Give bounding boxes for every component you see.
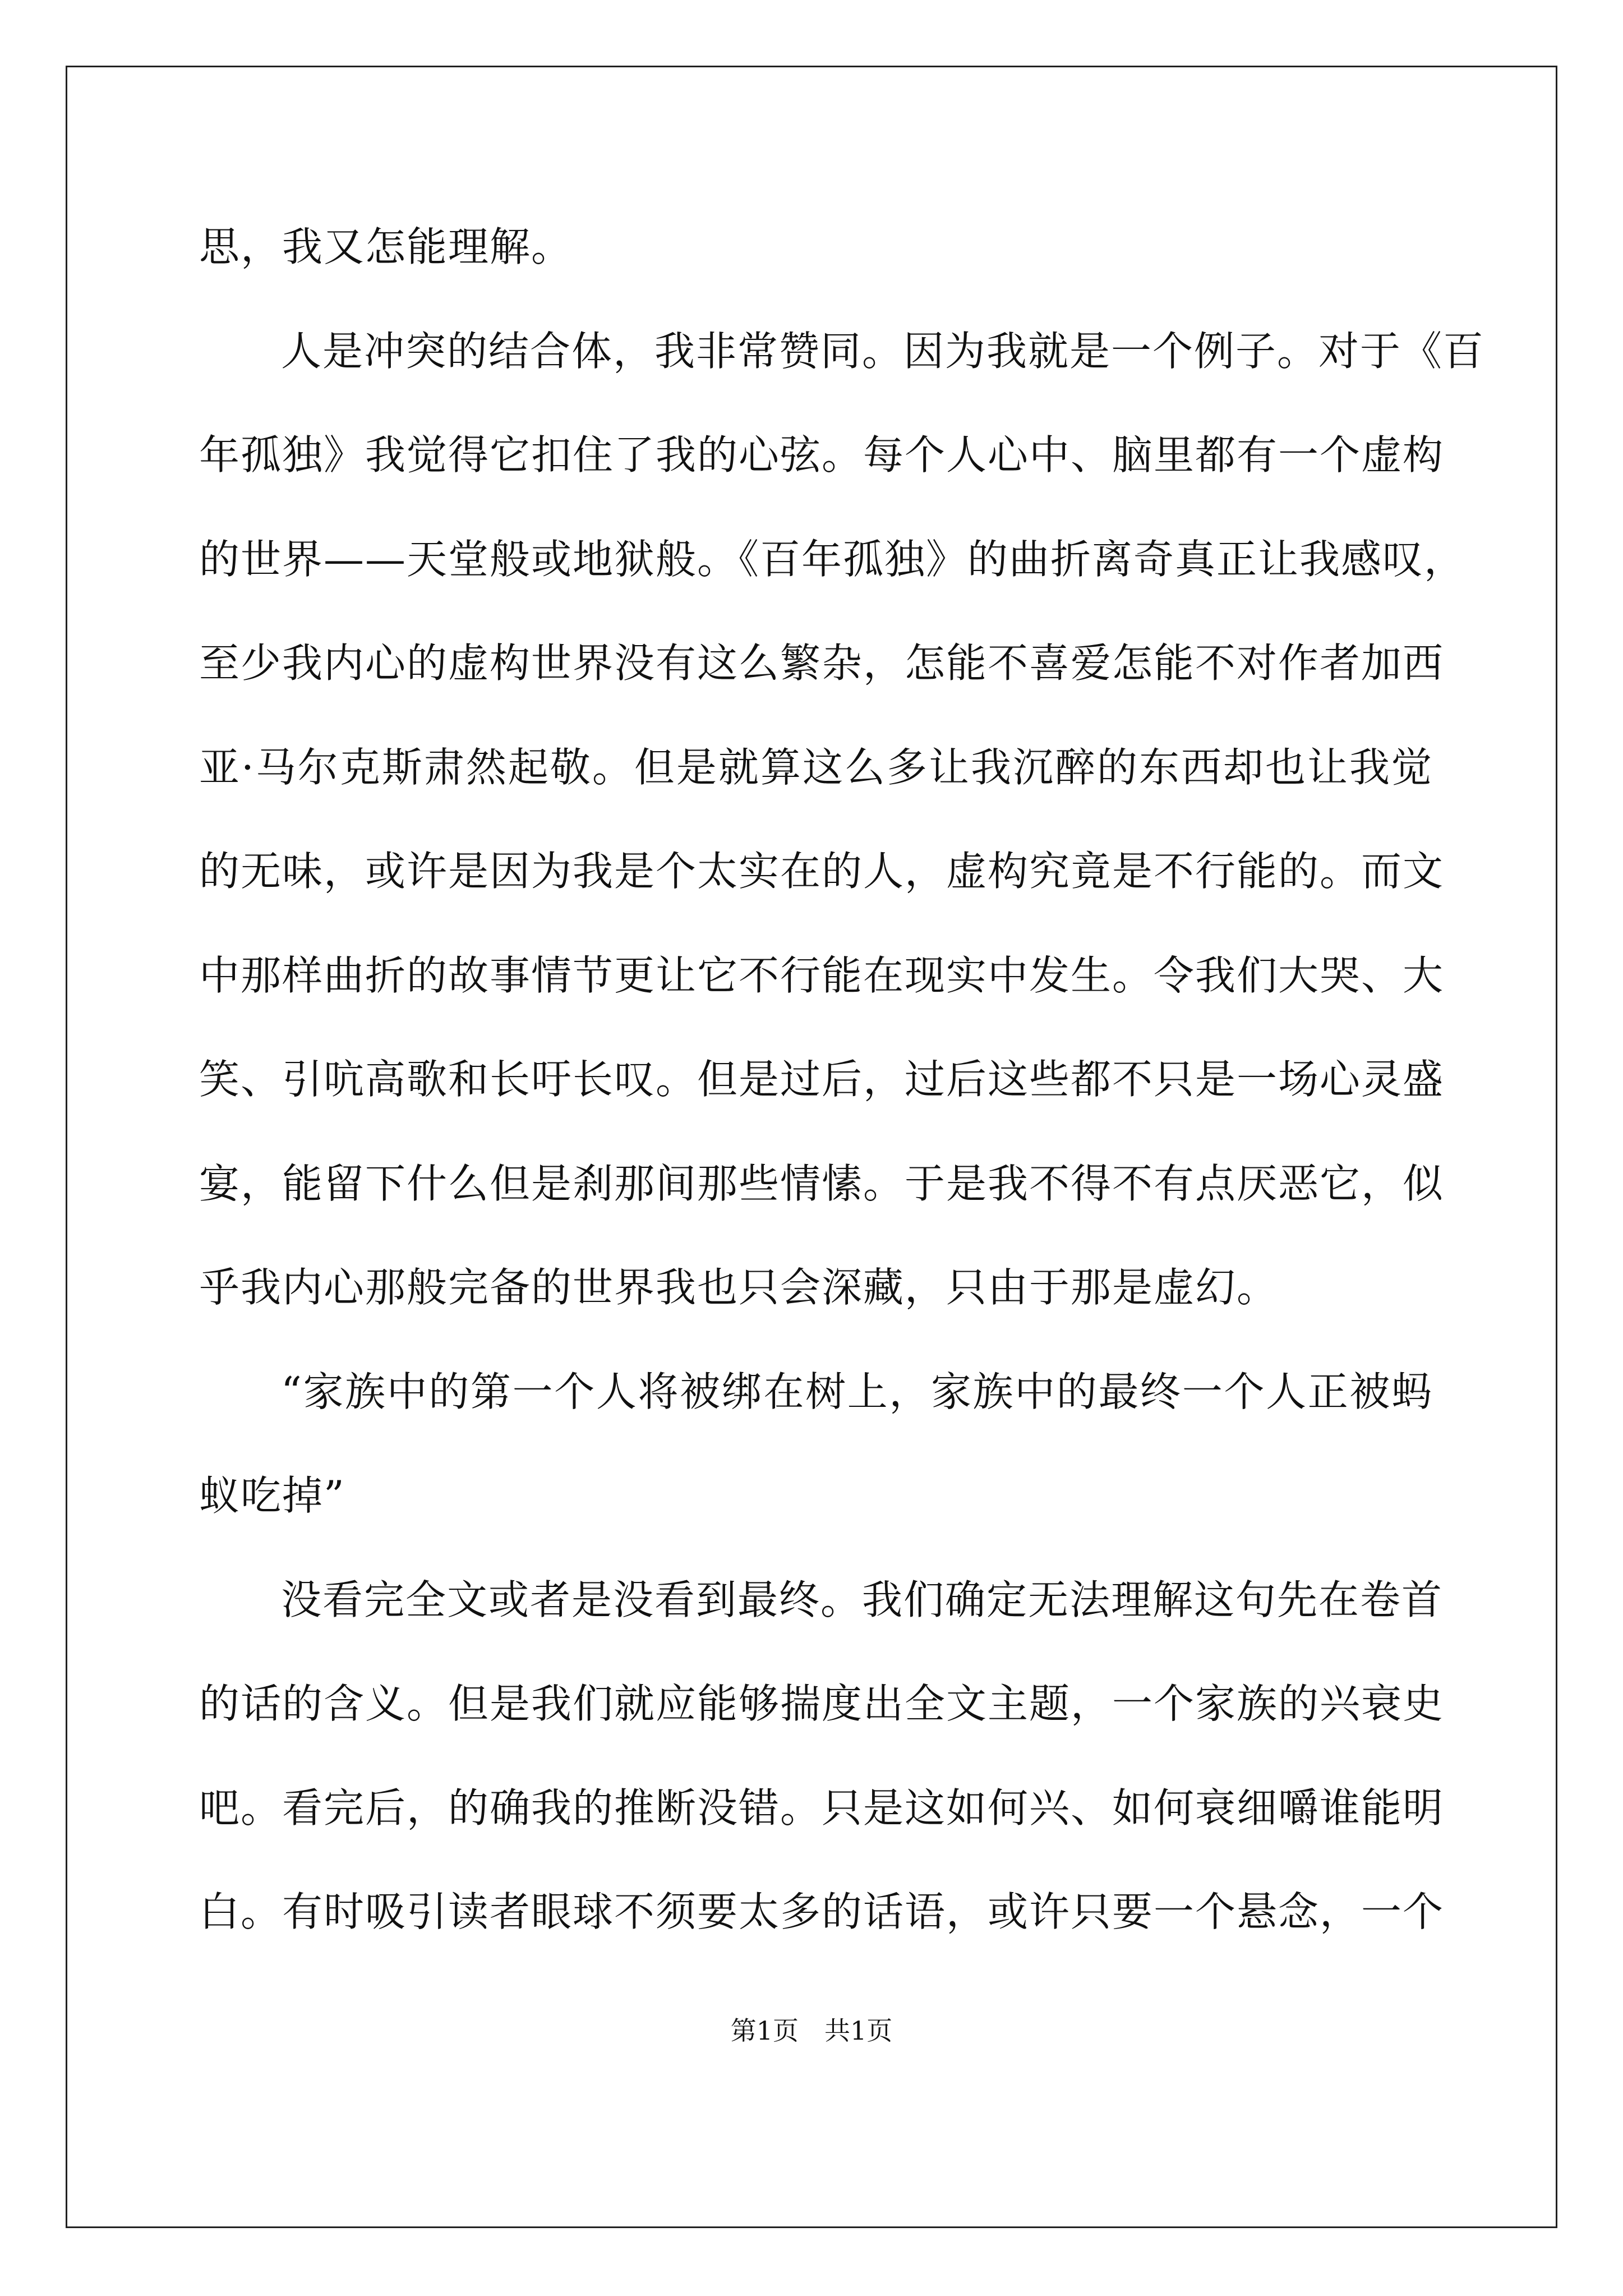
text-line: 乎我内心那般完备的世界我也只会深藏，只由于那是虚幻。 bbox=[199, 1264, 1279, 1311]
quote-line: 蚁吃掉” bbox=[199, 1472, 345, 1519]
text-line: 白。有时吸引读者眼球不须要太多的话语，或许只要一个悬念，一个 bbox=[199, 1888, 1445, 1935]
page-number-footer: 第1页 共1页 bbox=[730, 2016, 893, 2046]
text-line: 的无味，或许是因为我是个太实在的人，虚构究竟是不行能的。而文 bbox=[199, 848, 1445, 895]
text-line: 至少我内心的虚构世界没有这么繁杂，怎能不喜爱怎能不对作者加西 bbox=[199, 639, 1445, 687]
paragraph-start-line: 人是冲突的结合体，我非常赞同。因为我就是一个例子。对于《百 bbox=[281, 327, 1485, 375]
text-line: 中那样曲折的故事情节更让它不行能在现实中发生。令我们大哭、大 bbox=[199, 951, 1445, 999]
text-line: 的话的含义。但是我们就应能够揣度出全文主题，一个家族的兴衰史 bbox=[199, 1680, 1445, 1727]
document-body bbox=[199, 213, 1485, 1982]
text-line: 的世界——天堂般或地狱般。《百年孤独》的曲折离奇真正让我感叹， bbox=[199, 535, 1466, 583]
text-line: 亚·马尔克斯肃然起敬。但是就算这么多让我沉醉的东西却也让我觉 bbox=[199, 743, 1433, 791]
text-line: 宴，能留下什么但是刹那间那些情愫。于是我不得不有点厌恶它，似 bbox=[199, 1159, 1445, 1207]
quote-line: “家族中的第一个人将被绑在树上，家族中的最终一个人正被蚂 bbox=[281, 1368, 1433, 1415]
text-line: 思，我又怎能理解。 bbox=[199, 223, 573, 270]
text-line: 年孤独》我觉得它扣住了我的心弦。每个人心中、脑里都有一个虚构 bbox=[199, 431, 1445, 478]
text-line: 笑、引吭高歌和长吁长叹。但是过后，过后这些都不只是一场心灵盛 bbox=[199, 1056, 1445, 1103]
text-line: 吧。看完后，的确我的推断没错。只是这如何兴、如何衰细嚼谁能明 bbox=[199, 1784, 1445, 1832]
paragraph-start-line: 没看完全文或者是没看到最终。我们确定无法理解这句先在卷首 bbox=[281, 1576, 1444, 1623]
